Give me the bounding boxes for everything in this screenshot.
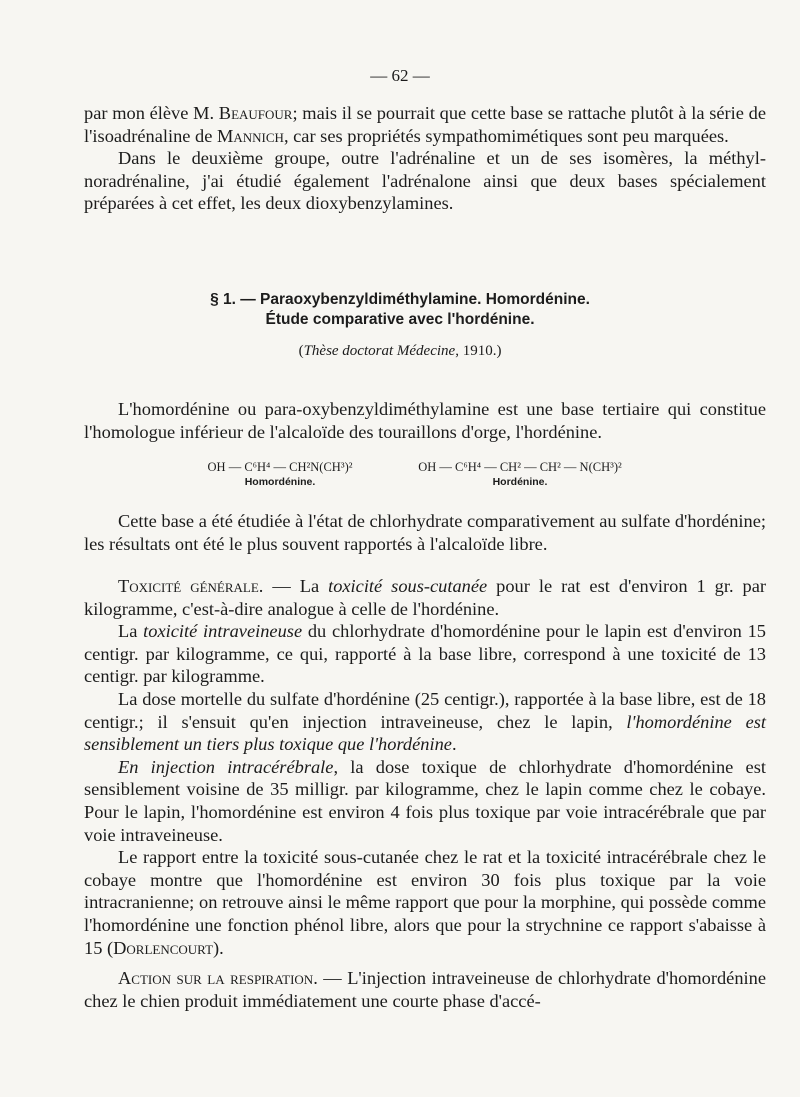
toxicity-section: [84, 575, 766, 959]
respiration-section: [84, 967, 766, 1012]
toxicity-heading: Toxicité générale.: [118, 576, 264, 596]
paragraph-toxicity-intravenous: La toxicité intraveineuse du chlorhydrate d'homordénine pour le lapin est d'environ 15 centigr. par kilogramme, ce qui, rapporté à la base libre, correspond à une toxicité de 13 centigr. par kilogramme.: [84, 621, 766, 687]
formula-homordenine: OH — C⁶H⁴ — CH²N(CH³)² Homordénine.: [207, 460, 353, 488]
paragraph-continuation: par mon élève M. Beaufour; mais il se pourrait que cette base se rattache plutôt à la série de l'isoadrénaline de Mannich, car ses propriétés sympathomimétiques sont peu marquées.: [84, 103, 766, 146]
formula-hordenine: OH — C⁶H⁴ — CH² — CH² — N(CH³)² Hordénine.: [418, 460, 622, 488]
opening-text: [84, 102, 766, 215]
paragraph-chlorhydrate: Cette base a été étudiée à l'état de chlorhydrate comparativement au sulfate d'hordénine; les résultats ont été le plus souvent rapportés à l'alcaloïde libre.: [84, 511, 766, 554]
paragraph-intro: L'homordénine ou para-oxybenzyldiméthylamine est une base tertiaire qui constitue l'homologue inférieur de l'alcaloïde des touraillons d'orge, l'hordénine.: [84, 399, 766, 442]
paragraph-second-group: Dans le deuxième groupe, outre l'adrénaline et un de ses isomères, la méthyl-noradrénaline, j'ai étudié également l'adrénalone ainsi que deux bases spécialement préparées à cet effet, les deux dioxybenzylamines.: [84, 148, 766, 214]
paragraph-respiration: Action sur la respiration. — L'injection intraveineuse de chlorhydrate d'homordénine chez le chien produit immédiatement une courte phase d'accé-: [84, 968, 766, 1011]
after-formula-text: [84, 510, 766, 555]
paragraph-toxicity-general: Toxicité générale. — La toxicité sous-cutanée pour le rat est d'environ 1 gr. par kilogramme, c'est-à-dire analogue à celle de l'hordénine.: [84, 576, 766, 619]
respiration-heading: Action sur la respiration.: [118, 968, 318, 988]
section-heading: [0, 290, 800, 330]
intro-text: [84, 398, 766, 443]
paragraph-ratio: Le rapport entre la toxicité sous-cutanée chez le rat et la toxicité intracérébrale chez le cobaye montre que l'homordénine est environ 30 fois plus toxique par la voie intracranienne; on retrouve ainsi le même rapport que pour la morphine, qui possède comme l'homordénine une fonction phénol libre, alors que pour la strychnine ce rapport s'abaisse à 15 (Dorlencourt).: [84, 847, 766, 958]
paragraph-intracerebral: En injection intracérébrale, la dose toxique de chlorhydrate d'homordénine est sensiblement voisine de 35 milligr. par kilogramme, chez le lapin comme chez le cobaye. Pour le lapin, l'homordénine est environ 4 fois plus toxique par voie intracérébrale que par voie intraveineuse.: [84, 756, 766, 845]
section-title: § 1. — Paraoxybenzyldiméthylamine. Homordénine.: [210, 291, 590, 308]
paragraph-lethal-dose: La dose mortelle du sulfate d'hordénine (25 centigr.), rapportée à la base libre, est de 18 centigr.; il s'ensuit qu'en injection intraveineuse, chez le lapin, l'homordénine est sensiblement un tiers plus toxique que l'hordénine.: [84, 688, 766, 755]
section-reference: (Thèse doctorat Médecine, 1910.): [298, 343, 502, 359]
section-subtitle: Étude comparative avec l'hordénine.: [265, 311, 535, 328]
page-number: — 62 —: [370, 66, 430, 85]
